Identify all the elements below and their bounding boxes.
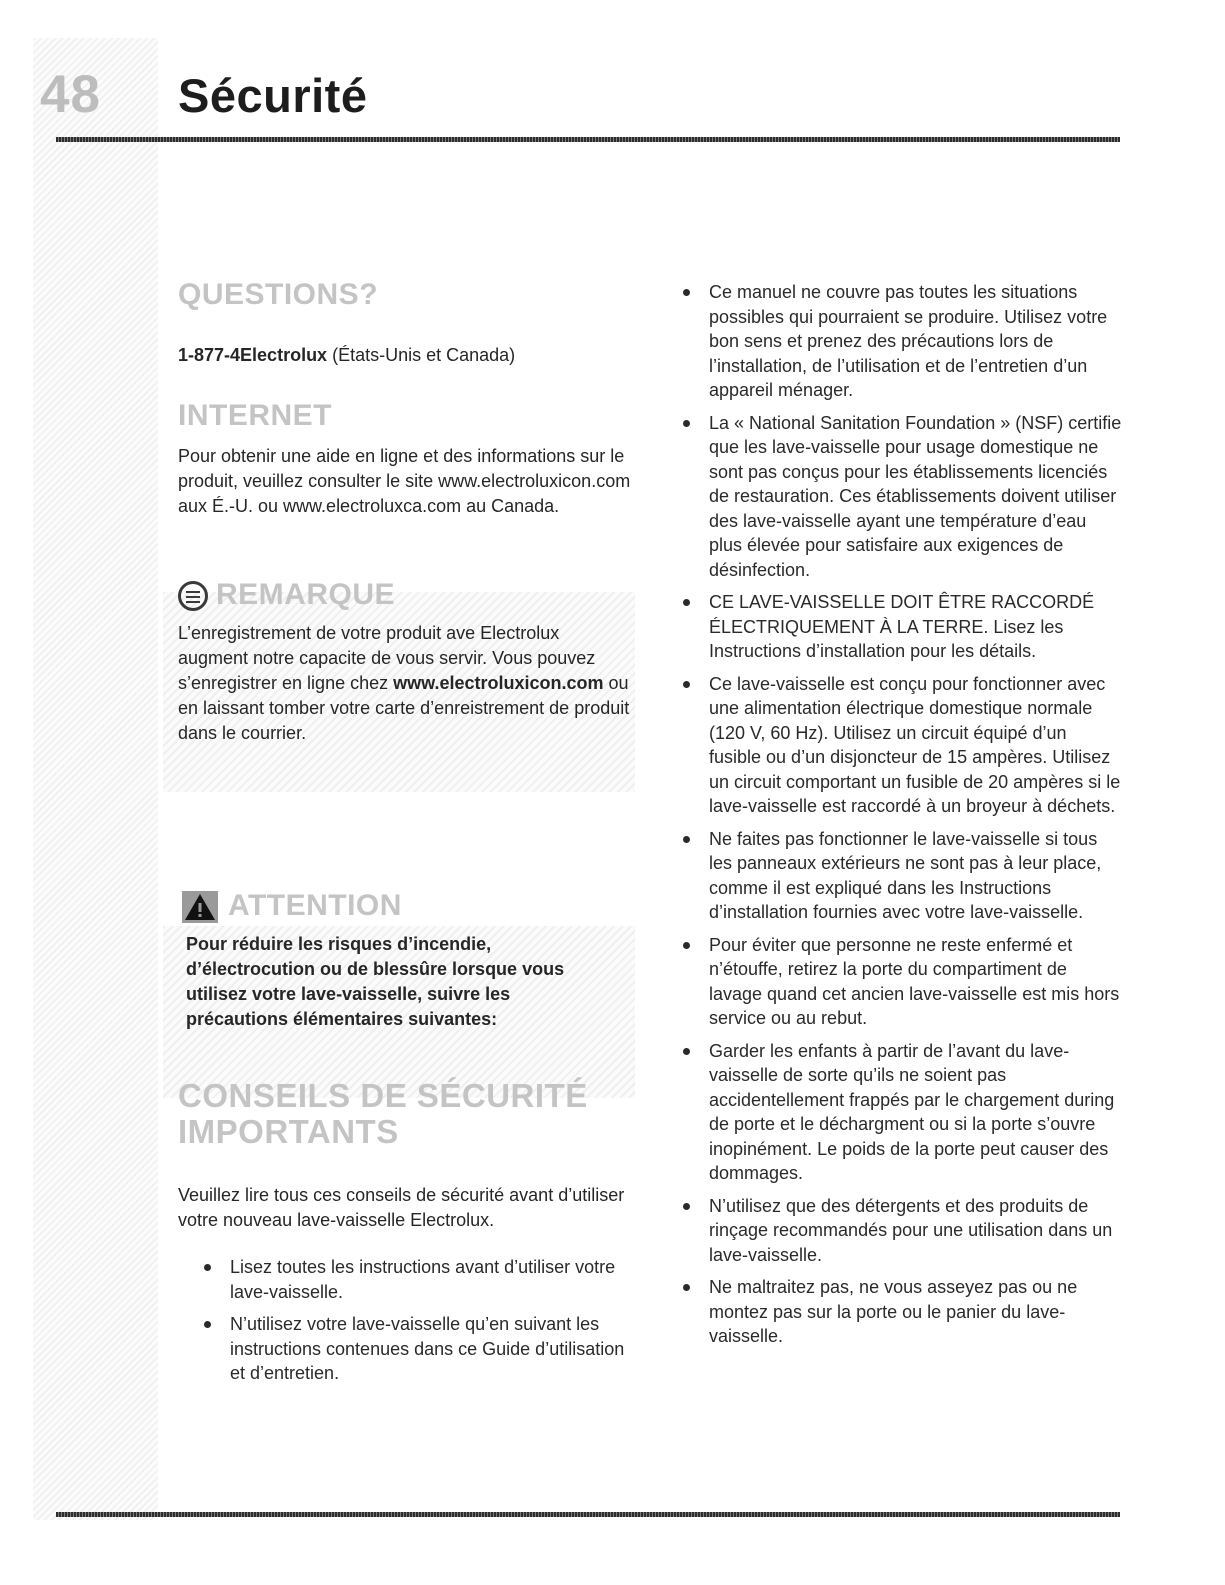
note-heading: REMARQUE xyxy=(216,578,396,611)
questions-contact xyxy=(178,343,633,368)
safety-heading-line-1: CONSEILS DE SÉCURITÉ xyxy=(178,1077,588,1114)
attention-heading-row xyxy=(178,889,633,924)
left-column xyxy=(178,278,633,1394)
note-icon xyxy=(178,581,208,611)
list-item: Ne maltraitez pas, ne vous asseyez pas ou ne montez pas sur la porte ou le panier du lave-vaisselle. xyxy=(683,1275,1123,1349)
list-item: N’utilisez votre lave-vaisselle qu’en suivant les instructions contenues dans ce Guide d’utilisation et d’entretien. xyxy=(204,1312,633,1386)
note-text xyxy=(178,621,633,746)
internet-heading: INTERNET xyxy=(178,398,332,432)
registration-link[interactable]: www.electroluxicon.com xyxy=(393,672,604,693)
left-bullet-list xyxy=(204,1255,633,1386)
attention-section xyxy=(178,889,633,1033)
attention-text: Pour réduire les risques d’incendie, d’électrocution ou de blessûre lorsque vous utilisez votre lave-vaisselle, suivre les précautions élémentaires suivantes: xyxy=(186,934,565,1029)
questions-heading: QUESTIONS? xyxy=(178,278,379,311)
list-item: Ce manuel ne couvre pas toutes les situations possibles qui pourraient se produire. Utilisez votre bon sens et prenez des précautions lors de l’installation, de l’utilisation et de l’entretien d’un appareil ménager. xyxy=(683,280,1123,403)
note-text-after: ou en laissant tomber votre carte d’enreistrement de produit dans le courrier. xyxy=(178,672,630,743)
list-item: Pour éviter que personne ne reste enfermé et n’étouffe, retirez la porte du compartiment de lavage quand cet ancien lave-vaisselle est mis hors service ou au rebut. xyxy=(683,933,1123,1031)
list-item: CE LAVE-VAISSELLE DOIT ÊTRE RACCORDÉ ÉLECTRIQUEMENT À LA TERRE. Lisez les Instructions d’installation pour les détails. xyxy=(683,590,1123,664)
note-heading-row xyxy=(178,578,633,613)
list-item: La « National Sanitation Foundation » (NSF) certifie que les lave-vaisselle pour usage domestique ne sont pas conçus pour les établissements licenciés de restauration. Ces établissements doivent utiliser des lave-vaisselle ayant une température d’eau plus élevée pour satisfaire aux exigences de désinfection. xyxy=(683,411,1123,583)
list-item: Ne faites pas fonctionner le lave-vaisselle si tous les panneaux extérieurs ne sont pas à leur place, comme il est expliqué dans les Instructions d’installation fournies avec votre lave-vaisselle. xyxy=(683,827,1123,925)
note-text-before: L’enregistrement de votre produit ave Electrolux augment notre capacite de vous servir. Vous pouvez s’enregistrer en ligne chez xyxy=(178,622,596,693)
attention-heading: ATTENTION xyxy=(228,888,402,922)
top-divider xyxy=(56,137,1120,142)
decorative-side-strip xyxy=(33,38,158,1520)
list-item: Lisez toutes les instructions avant d’utiliser votre lave-vaisselle. xyxy=(204,1255,633,1304)
phone-region: (États-Unis et Canada) xyxy=(332,344,516,365)
page-title: Sécurité xyxy=(178,69,368,122)
list-item: Ce lave-vaisselle est conçu pour fonctionner avec une alimentation électrique domestique normale (120 V, 60 Hz). Utilisez un circuit équipé d’un fusible ou d’un disjoncteur de 15 ampères. Utilisez un circuit comportant un fusible de 20 ampères si le lave-vaisselle est raccordé à un broyeur à déchets. xyxy=(683,672,1123,819)
phone-number: 1-877-4Electrolux xyxy=(178,344,328,365)
internet-text: Pour obtenir une aide en ligne et des informations sur le produit, veuillez consulter le site www.electroluxicon.com aux É.-U. ou www.electroluxca.com au Canada. xyxy=(178,446,631,516)
right-bullet-list xyxy=(683,280,1123,1349)
safety-heading-line-2: IMPORTANTS xyxy=(178,1113,399,1150)
bottom-divider xyxy=(56,1512,1120,1517)
page-number: 48 xyxy=(40,65,101,124)
list-item: N’utilisez que des détergents et des produits de rinçage recommandés pour une utilisation dans un lave-vaisselle. xyxy=(683,1194,1123,1268)
safety-intro: Veuillez lire tous ces conseils de sécurité avant d’utiliser votre nouveau lave-vaisselle Electrolux. xyxy=(178,1185,625,1230)
right-column xyxy=(683,280,1123,1357)
note-section xyxy=(178,578,633,746)
list-item: Garder les enfants à partir de l’avant du lave-vaisselle de sorte qu’ils ne soient pas accidentellement frappés par le chargement during de porte et le déchargment ou si la porte s’ouvre inopinément. Le poids de la porte peut causer des dommages. xyxy=(683,1039,1123,1186)
warning-triangle-icon xyxy=(182,891,218,923)
safety-section xyxy=(178,1078,633,1386)
